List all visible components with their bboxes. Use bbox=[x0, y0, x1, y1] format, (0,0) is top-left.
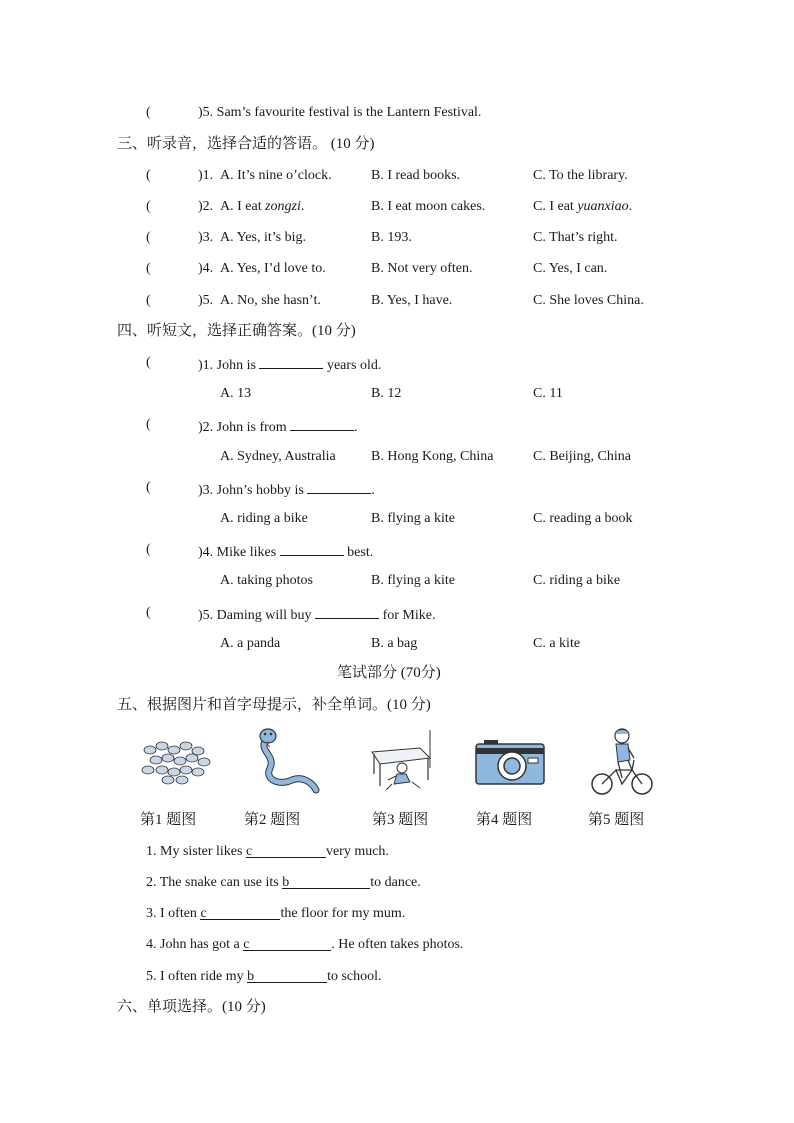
stem-post: best. bbox=[343, 545, 374, 560]
option-a: A. Yes, it’s big. bbox=[220, 230, 306, 245]
fill-post: to dance. bbox=[370, 875, 421, 890]
answer-blank[interactable] bbox=[315, 604, 379, 619]
option-a: A. taking photos bbox=[220, 573, 313, 588]
stem-post: . bbox=[354, 420, 358, 435]
answer-paren: ( bbox=[146, 605, 151, 620]
stem-post: for Mike. bbox=[379, 608, 436, 623]
question-text: )5. Sam’s favourite festival is the Lantern Festival. bbox=[198, 105, 482, 120]
question-number: )4. bbox=[198, 545, 214, 560]
question-stem bbox=[198, 479, 375, 500]
candy-pile-icon bbox=[140, 736, 212, 786]
stem-post: . bbox=[371, 483, 375, 498]
question-number: )1. bbox=[198, 168, 214, 183]
stem-pre: Daming will buy bbox=[216, 608, 316, 623]
picture-caption-4: 第4 题图 bbox=[476, 812, 533, 828]
answer-paren: ( bbox=[146, 355, 151, 370]
stem-post: years old. bbox=[323, 358, 382, 373]
question-number: )5. bbox=[198, 293, 214, 308]
fill-blank[interactable] bbox=[247, 968, 327, 983]
option-a: A. Sydney, Australia bbox=[220, 449, 336, 464]
section-5-title: 五、根据图片和首字母提示，补全单词。(10 分) bbox=[117, 697, 431, 713]
option-c: C. 11 bbox=[533, 386, 563, 401]
option-c: C. reading a book bbox=[533, 511, 633, 526]
question-number: )3. bbox=[198, 230, 214, 245]
stem-pre: John is from bbox=[216, 420, 291, 435]
section-4-title: 四、听短文，选择正确答案。(10 分) bbox=[117, 323, 356, 339]
option-c: C. a kite bbox=[533, 636, 581, 651]
option-c-period: . bbox=[628, 199, 633, 214]
answer-paren: ( bbox=[146, 480, 151, 495]
fill-pre: 3. I often bbox=[146, 906, 201, 921]
option-a: A. 13 bbox=[220, 386, 252, 401]
picture-caption-3: 第3 题图 bbox=[372, 812, 429, 828]
option-c: C. Yes, I can. bbox=[533, 261, 608, 276]
option-c: C. riding a bike bbox=[533, 573, 621, 588]
question-number: )5. bbox=[198, 608, 214, 623]
fill-letter: c bbox=[200, 906, 207, 921]
stem-pre: Mike likes bbox=[216, 545, 280, 560]
section-3-title: 三、听录音，选择合适的答语。 (10 分) bbox=[117, 136, 375, 152]
option-c: C. To the library. bbox=[533, 168, 628, 183]
option-a: A. It’s nine o’clock. bbox=[220, 168, 332, 183]
question-stem bbox=[198, 541, 373, 562]
answer-paren: ( bbox=[146, 199, 151, 214]
stem-pre: John’s hobby is bbox=[216, 483, 308, 498]
question-number: )4. bbox=[198, 261, 214, 276]
option-a-period: . bbox=[300, 199, 305, 214]
fill-blank[interactable] bbox=[282, 874, 370, 889]
option-c: C. Beijing, China bbox=[533, 449, 631, 464]
fill-pre: 5. I often ride my bbox=[146, 969, 248, 984]
fill-letter: c bbox=[243, 937, 250, 952]
question-stem bbox=[198, 354, 381, 375]
question-number: )3. bbox=[198, 483, 214, 498]
fill-pre: 1. My sister likes bbox=[146, 844, 246, 859]
answer-paren: ( bbox=[146, 417, 151, 432]
option-a: A. No, she hasn’t. bbox=[220, 293, 321, 308]
option-a: A. Yes, I’d love to. bbox=[220, 261, 326, 276]
fill-item-5 bbox=[146, 968, 382, 986]
picture-caption-1: 第1 题图 bbox=[140, 812, 197, 828]
question-stem bbox=[198, 416, 358, 437]
option-b: B. Yes, I have. bbox=[371, 293, 453, 308]
picture-caption-5: 第5 题图 bbox=[588, 812, 645, 828]
option-a bbox=[220, 198, 304, 216]
question-number: )1. bbox=[198, 358, 214, 373]
fill-letter: c bbox=[245, 844, 253, 859]
answer-paren: ( bbox=[146, 261, 151, 276]
option-a: A. riding a bike bbox=[220, 511, 308, 526]
fill-post: to school. bbox=[327, 969, 382, 984]
fill-blank[interactable] bbox=[246, 843, 326, 858]
answer-blank[interactable] bbox=[259, 354, 323, 369]
answer-blank[interactable] bbox=[307, 479, 371, 494]
stem-pre: John is bbox=[216, 358, 260, 373]
option-b: B. flying a kite bbox=[371, 573, 455, 588]
option-b: B. a bag bbox=[371, 636, 418, 651]
picture-caption-2: 第2 题图 bbox=[244, 812, 301, 828]
fill-blank[interactable] bbox=[243, 936, 331, 951]
camera-icon bbox=[474, 738, 546, 786]
option-c: C. That’s right. bbox=[533, 230, 618, 245]
option-a-text: A. I eat bbox=[220, 199, 266, 214]
option-b: B. I read books. bbox=[371, 168, 461, 183]
boy-riding-bike-icon bbox=[588, 726, 658, 798]
option-b: B. Not very often. bbox=[371, 261, 473, 276]
option-b: B. flying a kite bbox=[371, 511, 455, 526]
option-a: A. a panda bbox=[220, 636, 281, 651]
fill-pre: 4. John has got a bbox=[146, 937, 244, 952]
answer-paren: ( bbox=[146, 293, 151, 308]
option-c-italic: yuanxiao bbox=[577, 199, 629, 214]
question-number: )2. bbox=[198, 420, 214, 435]
fill-post: . He often takes photos. bbox=[331, 937, 464, 952]
written-part-header: 笔试部分 (70分) bbox=[337, 665, 441, 681]
option-b: B. Hong Kong, China bbox=[371, 449, 494, 464]
answer-blank[interactable] bbox=[290, 416, 354, 431]
answer-paren: ( bbox=[146, 230, 151, 245]
boy-cleaning-under-table-icon bbox=[366, 728, 438, 798]
option-b: B. 193. bbox=[371, 230, 412, 245]
option-a-italic: zongzi bbox=[265, 199, 301, 214]
option-b: B. I eat moon cakes. bbox=[371, 199, 486, 214]
option-c-text: C. I eat bbox=[533, 199, 578, 214]
fill-letter: b bbox=[247, 969, 255, 984]
fill-post: very much. bbox=[325, 844, 389, 859]
fill-item-1 bbox=[146, 843, 389, 861]
question-stem bbox=[198, 604, 435, 625]
option-b: B. 12 bbox=[371, 386, 402, 401]
snake-icon bbox=[246, 726, 322, 798]
fill-blank[interactable] bbox=[200, 905, 280, 920]
answer-paren: ( bbox=[146, 542, 151, 557]
answer-paren: ( bbox=[146, 168, 151, 183]
fill-item-4 bbox=[146, 936, 463, 954]
option-c: C. She loves China. bbox=[533, 293, 644, 308]
section-6-title: 六、单项选择。(10 分) bbox=[117, 999, 266, 1015]
fill-item-2 bbox=[146, 874, 421, 892]
answer-paren-open: ( bbox=[146, 105, 151, 120]
fill-item-3 bbox=[146, 905, 405, 923]
question-number: )2. bbox=[198, 199, 214, 214]
fill-pre: 2. The snake can use its bbox=[146, 875, 283, 890]
answer-blank[interactable] bbox=[280, 541, 344, 556]
option-c bbox=[533, 198, 632, 216]
fill-letter: b bbox=[282, 875, 290, 890]
fill-post: the floor for my mum. bbox=[280, 906, 406, 921]
